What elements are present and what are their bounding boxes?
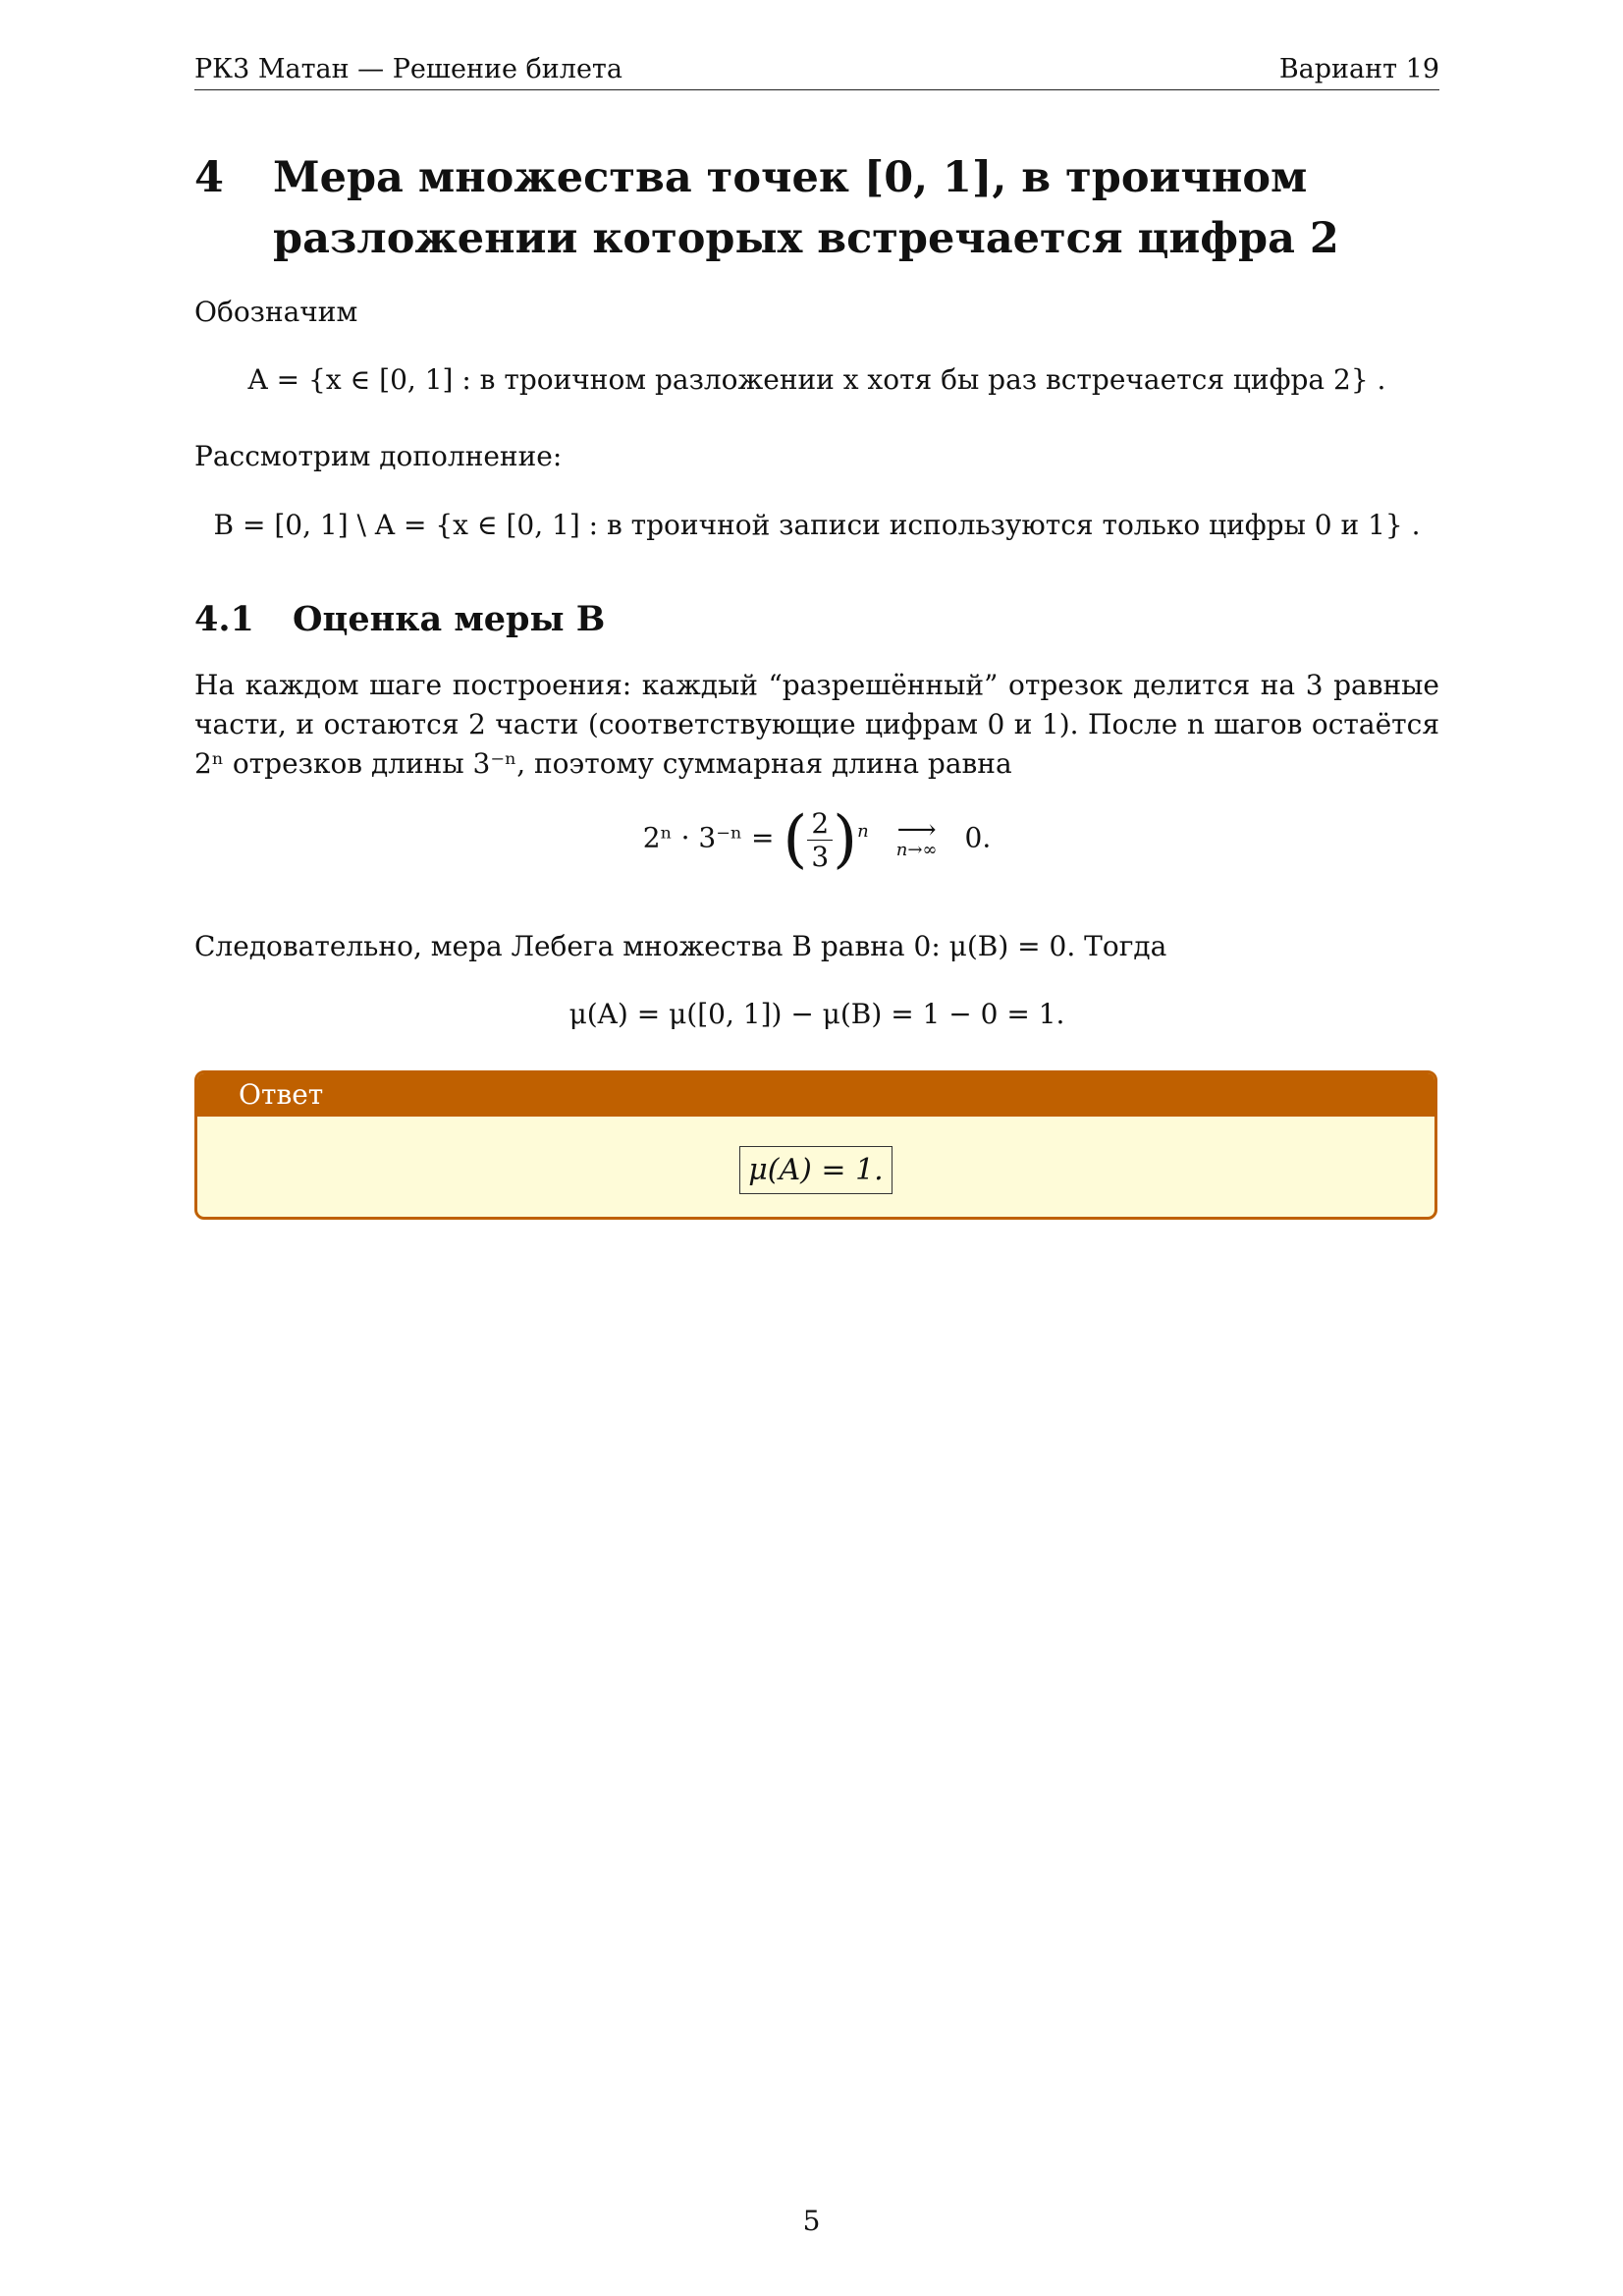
limit-lhs: 2ⁿ · 3⁻ⁿ = xyxy=(642,821,775,854)
limit-rhs: 0. xyxy=(964,821,992,854)
equation-limit: 2ⁿ · 3⁻ⁿ = ( $\frac{2}{3}$ )$^n$ ⟶ n→∞ 0. xyxy=(642,803,992,876)
construction-paragraph: На каждом шаге построения: каждый “разрешённый” отрезок делится на 3 равные части, и остаются 2 части (соответствующие цифрам 0 и 1). После n шагов остаётся 2ⁿ отрезков длины 3⁻ⁿ, поэтому суммарная длина равна xyxy=(194,669,1439,780)
fraction: $\frac{2}{3}$ xyxy=(807,807,833,873)
complement-intro: Рассмотрим дополнение: xyxy=(194,440,563,472)
subsection-title: Оценка меры B xyxy=(293,599,606,639)
header-left: РК3 Матан — Решение билета xyxy=(194,54,622,84)
equation-set-b: B = [0, 1] \ A = {x ∈ [0, 1] : в троичной записи используются только цифры 0 и 1} . xyxy=(213,509,1421,541)
section-number: 4 xyxy=(194,153,224,202)
running-header xyxy=(194,54,1439,90)
intro-text: Обозначим xyxy=(194,296,358,328)
header-right: Вариант 19 xyxy=(1278,54,1439,84)
page-number: 5 xyxy=(802,2205,821,2237)
answer-value: μ(A) = 1. xyxy=(739,1146,892,1194)
equation-measure: μ(A) = μ([0, 1]) − μ(B) = 1 − 0 = 1. xyxy=(568,998,1065,1030)
conclusion-text: Следовательно, мера Лебега множества B равна 0: μ(B) = 0. Тогда xyxy=(194,930,1167,962)
answer-box xyxy=(194,1070,1437,1220)
limit-arrow: ⟶ n→∞ xyxy=(895,812,938,860)
answer-title: Ответ xyxy=(197,1073,1434,1117)
limit-exponent: n xyxy=(857,821,869,843)
equation-set-a: A = {x ∈ [0, 1] : в троичном разложении x хотя бы раз встречается цифра 2} . xyxy=(247,363,1386,396)
subsection-number: 4.1 xyxy=(194,599,254,639)
section-title: Мера множества точек [0, 1], в троичном разложении которых встречается цифра 2 xyxy=(273,153,1339,263)
